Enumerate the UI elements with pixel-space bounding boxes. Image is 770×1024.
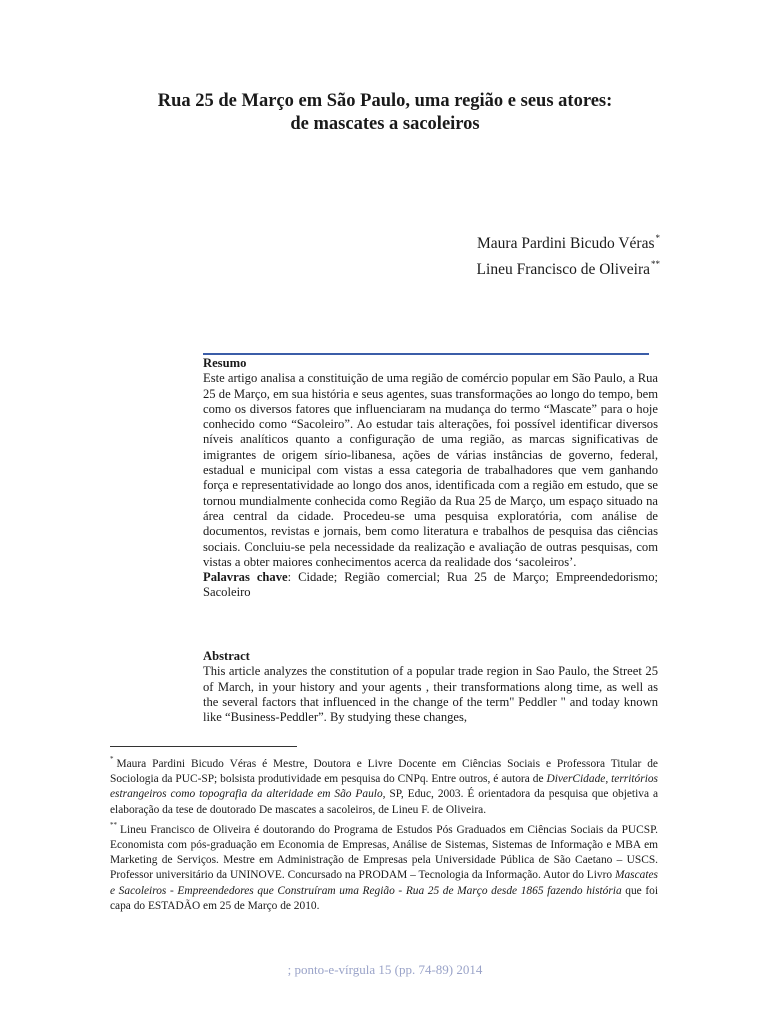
author-name: Maura Pardini Bicudo Véras bbox=[477, 235, 655, 252]
page-footer: ; ponto-e-vírgula 15 (pp. 74-89) 2014 bbox=[287, 962, 483, 977]
footnote-text: SP, Educ, 2003. É orientadora da pesquisa que objetiva a elaboração da tese de doutorado De mascates a sacoleiros, de Lineu F. de Oliveira. bbox=[110, 788, 658, 816]
footnote-text: Lineu Francisco de Oliveira é doutorando do Programa de Estudos Pós Graduados em Ciências Sociais da PUCSP. Economista com pós-graduação em Economia de Empresas, Análise de Sistemas, Sistemas de Informação e MBA em Marketing de Serviços. Mestre em Administração de Empresas pela Universidade Pública de São Caetano – USCS. Professor universitário da UNINOVE. Concursado na PRODAM – Tecnologia da Informação. Autor do Livro bbox=[110, 823, 658, 882]
resumo-heading: Resumo bbox=[203, 356, 247, 370]
author-note-mark: ** bbox=[651, 259, 660, 269]
author-note-mark: * bbox=[655, 233, 660, 243]
footnote-1 bbox=[110, 752, 658, 818]
abstract-text: This article analyzes the constitution of a popular trade region in Sao Paulo, the Street 25 of March, in your history and your agents , their transformations along time, as well as the several factors that influenced in the change of the term" Peddler " and today known like “Business-Peddler”. By studying these changes, bbox=[203, 664, 658, 725]
footnote-2 bbox=[110, 818, 658, 914]
keywords-list: : Cidade; Região comercial; Rua 25 de Março; Empreendedorismo; Sacoleiro bbox=[203, 570, 658, 600]
section-divider bbox=[203, 353, 649, 355]
abstract-heading: Abstract bbox=[203, 649, 250, 663]
footnotes bbox=[110, 752, 658, 914]
title-line-1: Rua 25 de Março em São Paulo, uma região e seus atores: bbox=[157, 91, 613, 111]
keywords-label: Palavras chave bbox=[203, 570, 288, 585]
footnote-divider bbox=[110, 746, 297, 747]
title-line-2: de mascates a sacoleiros bbox=[290, 114, 480, 134]
keywords bbox=[203, 570, 658, 601]
author-1 bbox=[477, 228, 660, 254]
author-list bbox=[477, 228, 660, 280]
resumo-text: Este artigo analisa a constituição de uma região de comércio popular em São Paulo, a Rua 25 de Março, em sua história e seus agentes, suas transformações ao longo do tempo, bem como os diversos fatores que influenciaram na mudança do termo “Mascate” para o hoje conhecido como “Sacoleiro”. Ao estudar tais alterações, foi possível identificar diversos níveis analíticos quanto a configuração de uma região, as marcas significativas de imigrantes de origem sírio-libanesa, ações de várias instâncias de governo, federal, estadual e municipal com vistas a essa categoria de trabalhadores que vem ganhando força e representatividade ao longo dos anos, identificada com a região em estudo, que se tornou mundialmente conhecida como Região da Rua 25 de Março, um espaço situado na área central da cidade. Procedeu-se uma pesquisa exploratória, com análise de documentos, revistas e jornais, bem como literatura e trabalhos de pesquisa das ciências sociais. Concluiu-se pela necessidade da realização e avaliação de outras pesquisas, com vistas a obter maiores conhecimentos acerca da realidade dos ‘sacoleiros’. bbox=[203, 371, 658, 569]
footnote-mark: * bbox=[110, 755, 114, 763]
abstract-section bbox=[203, 649, 658, 725]
footnote-italic-title: DiverCidade, territórios estrangeiros como topografia da alteridade em São Paulo, bbox=[110, 773, 658, 801]
footnote-text: que foi capa do ESTADÃO em 25 de Março de 2010. bbox=[110, 884, 659, 912]
article-title bbox=[0, 90, 770, 136]
author-name: Lineu Francisco de Oliveira bbox=[476, 261, 650, 278]
resumo-section bbox=[203, 356, 658, 601]
footnote-italic-title: Mascates e Sacoleiros - Empreendedores que Construíram uma Região - Rua 25 de Março desde 1865 fazendo história bbox=[110, 869, 658, 897]
author-2 bbox=[477, 254, 660, 280]
footnote-text: Maura Pardini Bicudo Véras é Mestre, Doutora e Livre Docente em Ciências Sociais e Professora Titular de Sociologia da PUC-SP; bolsista produtividade em pesquisa do CNPq. Entre outros, é autora de bbox=[110, 758, 658, 786]
footnote-mark: ** bbox=[110, 820, 117, 829]
